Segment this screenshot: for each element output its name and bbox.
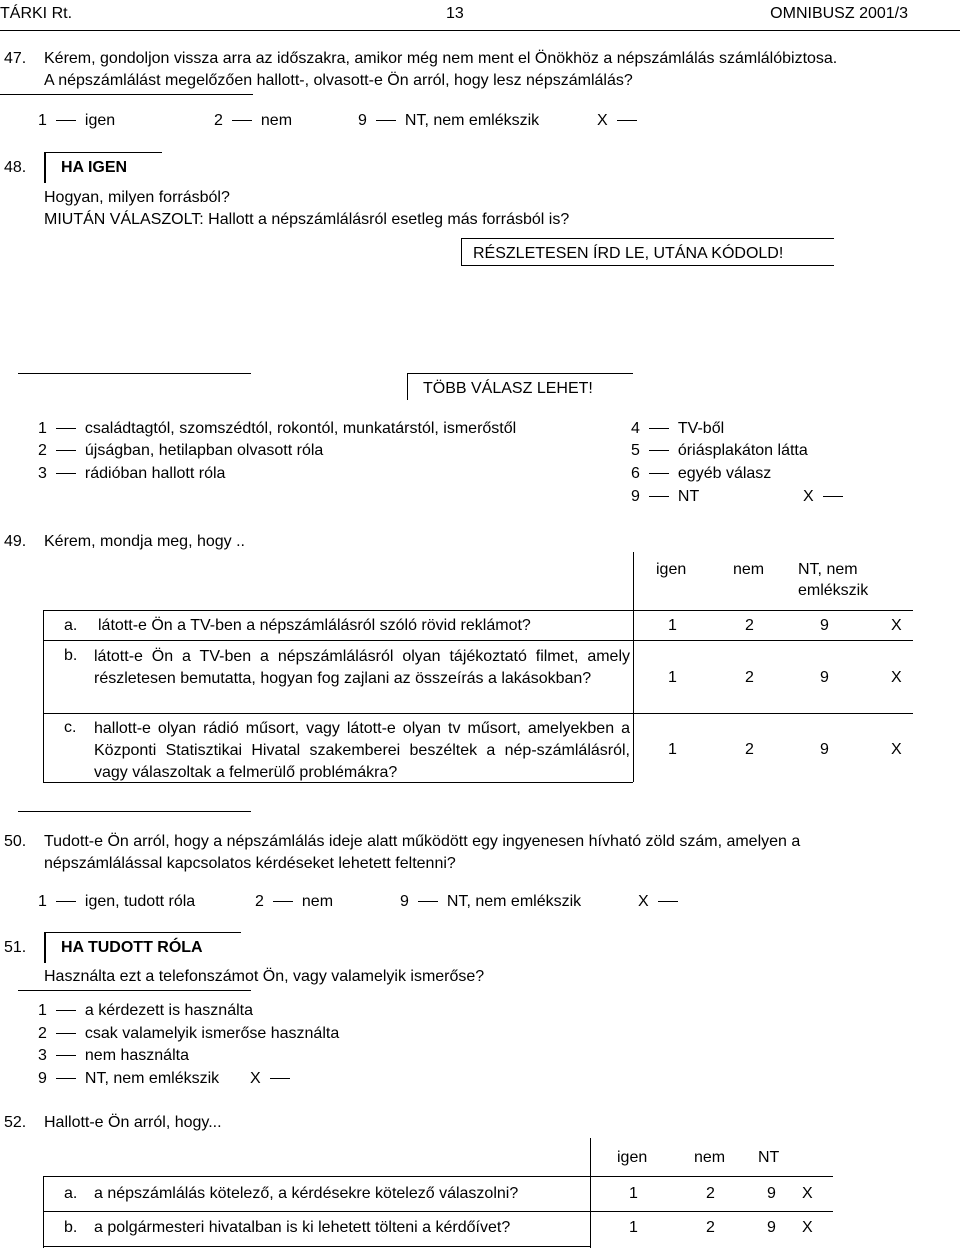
question-number: 47.	[4, 50, 27, 67]
question-text: Kérem, gondoljon vissza arra az időszakra, amikor még nem ment el Önökhöz a népszámlálás számlálóbiztosa.	[44, 50, 838, 67]
answer-option	[214, 111, 292, 131]
code: 9	[820, 617, 829, 634]
row-letter: b.	[64, 647, 78, 664]
column-header: nem	[733, 561, 765, 578]
answer-option	[38, 1069, 219, 1089]
row-text: látott-e Ön a TV-ben a népszámlálásról olyan tájékoztató filmet, amely részletesen bemutatta, hogyan fog zajlani az összeírás a lakásokban?	[94, 648, 630, 687]
dash	[649, 450, 669, 451]
filter-label: HA TUDOTT RÓLA	[61, 939, 203, 956]
row-text: a polgármesteri hivatalban is ki lehetett tölteni a kérdőívet?	[94, 1219, 511, 1236]
question-text: Tudott-e Ön arról, hogy a népszámlálás ideje alatt működött egy ingyenesen hívható zöld szám, amelyen a	[44, 833, 801, 850]
option-label: óriásplakáton látta	[677, 442, 808, 459]
code: X	[802, 1219, 813, 1236]
dash	[418, 901, 438, 902]
filter-label: HA IGEN	[61, 159, 128, 176]
header-rule	[0, 30, 960, 31]
code: 9	[767, 1185, 776, 1202]
table-rule	[43, 1211, 833, 1212]
answer-option	[400, 892, 581, 912]
dash	[56, 901, 76, 902]
dash	[376, 120, 396, 121]
table-divider	[590, 1138, 591, 1248]
question-text: A népszámlálást megelőzően hallott-, olvasott-e Ön arról, hogy lesz népszámlálás?	[44, 72, 633, 89]
dash	[232, 120, 252, 121]
option-code: 9	[400, 893, 409, 910]
answer-option	[38, 892, 195, 912]
code: X	[891, 741, 902, 758]
option-code: 3	[38, 1047, 47, 1064]
dash	[56, 120, 76, 121]
row-letter: c.	[64, 719, 77, 736]
answer-option	[803, 487, 852, 507]
option-code: 1	[38, 1002, 47, 1019]
dash	[273, 901, 293, 902]
question-number: 49.	[4, 533, 27, 550]
code: 1	[668, 617, 677, 634]
question-text: Hallott-e Ön arról, hogy...	[44, 1114, 222, 1131]
option-label: igen, tudott róla	[84, 893, 196, 910]
question-text: Kérem, mondja meg, hogy ..	[44, 533, 245, 550]
table-rule	[43, 713, 913, 714]
separator-line	[18, 373, 251, 374]
row-letter: b.	[64, 1219, 78, 1236]
option-label: egyéb válasz	[677, 465, 772, 482]
code: X	[891, 669, 902, 686]
dash	[617, 120, 637, 121]
option-label: családtagtól, szomszédtól, rokontól, munkatárstól, ismerőstől	[84, 420, 517, 437]
code: 1	[629, 1185, 638, 1202]
option-label: NT, nem emlékszik	[84, 1070, 220, 1087]
question-text: Használta ezt a telefonszámot Ön, vagy valamelyik ismerőse?	[44, 968, 485, 985]
option-code: 2	[38, 442, 47, 459]
option-label: csak valamelyik ismerőse használta	[84, 1025, 340, 1042]
option-label: nem	[260, 112, 293, 129]
row-text: látott-e Ön a TV-ben a népszámlálásról szóló rövid reklámot?	[98, 617, 531, 634]
option-code: X	[597, 112, 608, 129]
column-header: nem	[694, 1149, 726, 1166]
header-left: TÁRKI Rt.	[0, 5, 73, 22]
dash	[649, 473, 669, 474]
question-text: népszámlálással kapcsolatos kérdéseket lehetett feltenni?	[44, 855, 456, 872]
dash	[56, 473, 76, 474]
separator-line	[0, 94, 253, 95]
dash	[56, 450, 76, 451]
table-border	[43, 1176, 44, 1248]
option-label: újságban, hetilapban olvasott róla	[84, 442, 324, 459]
code: 2	[706, 1219, 715, 1236]
row-text: hallott-e olyan rádió műsort, vagy látott-e olyan tv műsort, amelyekben a Központi Statisztikai Hivatal szakemberei beszéltek a nép-számlálásról, vagy válaszoltak a felmerülő problémákra?	[94, 720, 630, 781]
separator-line	[18, 990, 251, 991]
option-code: 6	[631, 465, 640, 482]
table-border	[43, 610, 44, 782]
dash	[823, 496, 843, 497]
column-header: NT	[758, 1149, 780, 1166]
option-code: 3	[38, 465, 47, 482]
question-number: 50.	[4, 833, 27, 850]
code: X	[802, 1185, 813, 1202]
option-code: 2	[38, 1025, 47, 1042]
option-code: 9	[38, 1070, 47, 1087]
option-code: X	[250, 1070, 261, 1087]
answer-option	[38, 441, 323, 461]
question-number: 51.	[4, 939, 27, 956]
option-code: 1	[38, 893, 47, 910]
dash	[270, 1078, 290, 1079]
instruction-text: RÉSZLETESEN ÍRD LE, UTÁNA KÓDOLD!	[473, 245, 784, 262]
option-code: 5	[631, 442, 640, 459]
option-label: a kérdezett is használta	[84, 1002, 253, 1019]
dash	[56, 428, 76, 429]
option-label: NT, nem emlékszik	[446, 893, 582, 910]
answer-option	[358, 111, 539, 131]
answer-option	[38, 1046, 189, 1066]
dash	[56, 1078, 76, 1079]
dash	[649, 496, 669, 497]
option-code: 9	[358, 112, 367, 129]
option-code: 2	[255, 893, 264, 910]
question-number: 48.	[4, 159, 27, 176]
column-header: igen	[656, 561, 687, 578]
answer-option	[631, 487, 699, 507]
question-text: MIUTÁN VÁLASZOLT: Hallott a népszámlálásról esetleg más forrásból is?	[44, 211, 570, 228]
dash	[56, 1055, 76, 1056]
option-label: igen	[84, 112, 116, 129]
column-header: emlékszik	[798, 582, 869, 599]
separator-line	[18, 811, 251, 812]
row-text: a népszámlálás kötelező, a kérdésekre kötelező válaszolni?	[94, 1185, 519, 1202]
option-label: NT, nem emlékszik	[404, 112, 540, 129]
code: X	[891, 617, 902, 634]
header-right: OMNIBUSZ 2001/3	[770, 5, 908, 22]
code: 1	[629, 1219, 638, 1236]
answer-option	[255, 892, 333, 912]
answer-option	[638, 892, 687, 912]
dash	[649, 428, 669, 429]
dash	[658, 901, 678, 902]
page-number: 13	[446, 5, 464, 22]
code: 2	[706, 1185, 715, 1202]
code: 1	[668, 741, 677, 758]
option-code: 9	[631, 488, 640, 505]
table-rule	[43, 610, 913, 611]
answer-option	[631, 441, 808, 461]
answer-option	[631, 419, 724, 439]
option-label: nem	[301, 893, 334, 910]
option-code: 1	[38, 420, 47, 437]
answer-option	[250, 1069, 299, 1089]
dash	[56, 1010, 76, 1011]
option-label: nem használta	[84, 1047, 189, 1064]
option-label: rádióban hallott róla	[84, 465, 226, 482]
answer-option	[597, 111, 646, 131]
option-label: NT	[677, 488, 700, 505]
option-code: X	[803, 488, 814, 505]
code: 9	[767, 1219, 776, 1236]
code: 9	[820, 741, 829, 758]
answer-options	[38, 111, 115, 131]
answer-option	[38, 1024, 339, 1044]
table-divider	[633, 552, 634, 782]
row-letter: a.	[64, 1185, 78, 1202]
option-code: X	[638, 893, 649, 910]
code: 2	[745, 617, 754, 634]
option-label: TV-ből	[677, 420, 725, 437]
code: 9	[820, 669, 829, 686]
table-rule	[43, 640, 913, 641]
row-letter: a.	[64, 617, 78, 634]
code: 2	[745, 669, 754, 686]
option-code: 4	[631, 420, 640, 437]
code: 1	[668, 669, 677, 686]
table-rule	[43, 1246, 590, 1247]
answer-option	[38, 464, 225, 484]
answer-option	[38, 419, 516, 439]
column-header: igen	[617, 1149, 648, 1166]
question-number: 52.	[4, 1114, 27, 1131]
answer-option	[631, 464, 771, 484]
option-code: 2	[214, 112, 223, 129]
code: 2	[745, 741, 754, 758]
answer-option	[38, 1001, 253, 1021]
dash	[56, 1033, 76, 1034]
table-rule	[43, 1176, 833, 1177]
column-header: NT, nem	[798, 561, 858, 578]
option-code: 1	[38, 112, 47, 129]
multi-answer-note: TÖBB VÁLASZ LEHET!	[423, 380, 593, 397]
question-text: Hogyan, milyen forrásból?	[44, 189, 230, 206]
